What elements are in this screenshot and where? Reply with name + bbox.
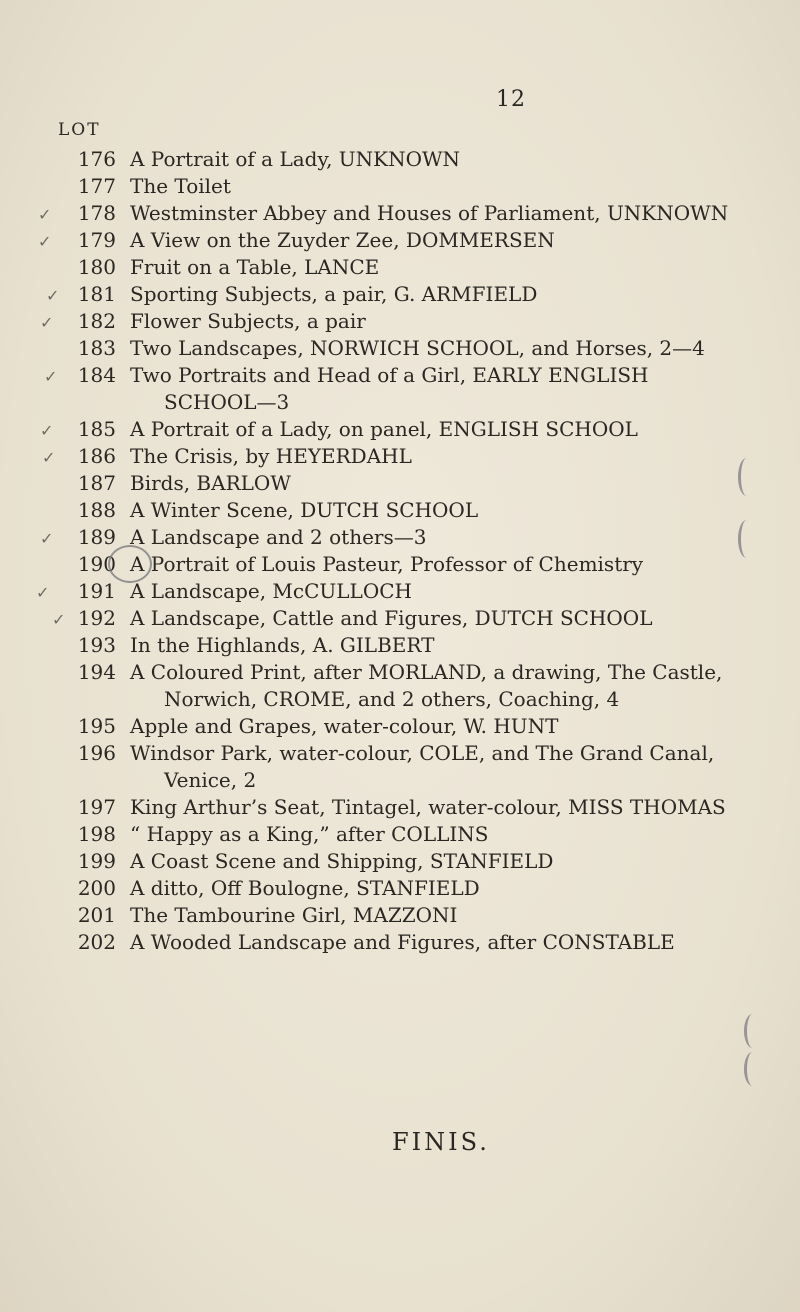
lot-row xyxy=(0,659,800,686)
lot-number: 183 xyxy=(77,336,116,360)
lot-number: 189 xyxy=(77,525,116,549)
pencil-bracket-mark xyxy=(744,1052,761,1086)
lot-description: A Winter Scene, DUTCH SCHOOL xyxy=(130,498,479,522)
lot-description: A Coast Scene and Shipping, STANFIELD xyxy=(130,849,554,873)
lot-description: Apple and Grapes, water-colour, W. HUNT xyxy=(130,714,559,738)
lot-number: 179 xyxy=(77,228,116,252)
lot-number: 182 xyxy=(77,309,116,333)
lot-row xyxy=(0,821,800,848)
lot-row xyxy=(0,713,800,740)
pencil-tick-mark: ✓ xyxy=(38,232,52,251)
pencil-bracket-mark xyxy=(738,458,755,496)
pencil-tick-mark: ✓ xyxy=(40,313,54,332)
lot-description: Birds, BARLOW xyxy=(130,471,291,495)
pencil-tick-mark: ✓ xyxy=(36,583,50,602)
lot-column-header: LOT xyxy=(58,120,101,140)
lot-row xyxy=(0,929,800,956)
lot-description: Sporting Subjects, a pair, G. ARMFIELD xyxy=(130,282,538,306)
lot-number: 176 xyxy=(77,147,116,171)
finis-text: FINIS. xyxy=(392,1128,490,1156)
lot-number: 200 xyxy=(77,876,116,900)
lot-description: The Toilet xyxy=(130,174,231,198)
lot-row xyxy=(0,902,800,929)
lot-number: 202 xyxy=(77,930,116,954)
lot-row xyxy=(0,632,800,659)
lot-description: “ Happy as a King,” after COLLINS xyxy=(130,822,489,846)
lot-row xyxy=(0,740,800,767)
lot-row xyxy=(0,254,800,281)
lot-row xyxy=(0,308,800,335)
lot-number: 186 xyxy=(77,444,116,468)
pencil-tick-mark: ✓ xyxy=(38,205,52,224)
lot-number: 177 xyxy=(77,174,116,198)
lot-number: 190 xyxy=(77,552,116,576)
lot-number: 197 xyxy=(77,795,116,819)
lot-row xyxy=(0,794,800,821)
pencil-tick-mark: ✓ xyxy=(40,529,54,548)
lot-number: 199 xyxy=(77,849,116,873)
lot-description-continued: SCHOOL—3 xyxy=(164,390,290,414)
lot-number: 201 xyxy=(77,903,116,927)
lot-number: 194 xyxy=(77,660,116,684)
lot-number: 191 xyxy=(77,579,116,603)
lot-number: 193 xyxy=(77,633,116,657)
pencil-tick-mark: ✓ xyxy=(52,610,66,629)
lot-row xyxy=(0,875,800,902)
lot-number: 178 xyxy=(77,201,116,225)
pencil-tick-mark: ✓ xyxy=(42,448,56,467)
page-number: 12 xyxy=(496,87,526,112)
lot-description: A Landscape, Cattle and Figures, DUTCH SCHOOL xyxy=(130,606,653,630)
lot-number: 184 xyxy=(77,363,116,387)
lot-description: A Coloured Print, after MORLAND, a drawing, The Castle, xyxy=(130,660,723,684)
lot-row xyxy=(0,200,800,227)
lot-row xyxy=(0,416,800,443)
lot-description: A Landscape and 2 others—3 xyxy=(130,525,427,549)
lot-row xyxy=(0,281,800,308)
pencil-tick-mark: ✓ xyxy=(40,421,54,440)
lot-number: 180 xyxy=(77,255,116,279)
lot-row xyxy=(0,605,800,632)
lot-number: 192 xyxy=(77,606,116,630)
lot-description: Two Portraits and Head of a Girl, EARLY ENGLISH xyxy=(130,363,649,387)
lot-row xyxy=(0,848,800,875)
lot-row xyxy=(0,146,800,173)
lot-description: Flower Subjects, a pair xyxy=(130,309,366,333)
lot-description: Windsor Park, water-colour, COLE, and The Grand Canal, xyxy=(130,741,715,765)
lot-number: 181 xyxy=(77,282,116,306)
pencil-circle-mark xyxy=(108,545,152,583)
lot-description: A Portrait of a Lady, on panel, ENGLISH SCHOOL xyxy=(130,417,638,441)
pencil-bracket-mark xyxy=(738,520,755,558)
lot-number: 185 xyxy=(77,417,116,441)
lot-description-continued: Norwich, CROME, and 2 others, Coaching, 4 xyxy=(164,687,620,711)
lot-description: A Portrait of a Lady, UNKNOWN xyxy=(130,147,461,171)
lot-row xyxy=(0,470,800,497)
lot-description: A View on the Zuyder Zee, DOMMERSEN xyxy=(130,228,555,252)
lot-number: 188 xyxy=(77,498,116,522)
lot-row xyxy=(0,173,800,200)
lot-description: King Arthur’s Seat, Tintagel, water-colour, MISS THOMAS xyxy=(130,795,726,819)
lot-description: A Wooded Landscape and Figures, after CONSTABLE xyxy=(130,930,675,954)
lot-description: The Tambourine Girl, MAZZONI xyxy=(130,903,458,927)
lot-row xyxy=(0,497,800,524)
lot-description: A Portrait of Louis Pasteur, Professor of Chemistry xyxy=(130,552,644,576)
lot-number: 187 xyxy=(77,471,116,495)
pencil-tick-mark: ✓ xyxy=(46,286,60,305)
lot-description: The Crisis, by HEYERDAHL xyxy=(130,444,412,468)
lot-description: In the Highlands, A. GILBERT xyxy=(130,633,435,657)
lot-row xyxy=(0,362,800,389)
lot-row xyxy=(0,443,800,470)
lot-row xyxy=(0,578,800,605)
lot-row xyxy=(0,335,800,362)
lot-description: Fruit on a Table, LANCE xyxy=(130,255,380,279)
pencil-tick-mark: ✓ xyxy=(44,367,58,386)
lot-row xyxy=(0,227,800,254)
lot-description: Two Landscapes, NORWICH SCHOOL, and Horses, 2—4 xyxy=(130,336,705,360)
lot-number: 195 xyxy=(77,714,116,738)
lot-number: 198 xyxy=(77,822,116,846)
lot-description: A Landscape, McCULLOCH xyxy=(130,579,412,603)
pencil-bracket-mark xyxy=(744,1014,761,1048)
lot-number: 196 xyxy=(77,741,116,765)
lot-description: A ditto, Off Boulogne, STANFIELD xyxy=(130,876,480,900)
lot-description: Westminster Abbey and Houses of Parliament, UNKNOWN xyxy=(130,201,729,225)
lot-description-continued: Venice, 2 xyxy=(164,768,257,792)
